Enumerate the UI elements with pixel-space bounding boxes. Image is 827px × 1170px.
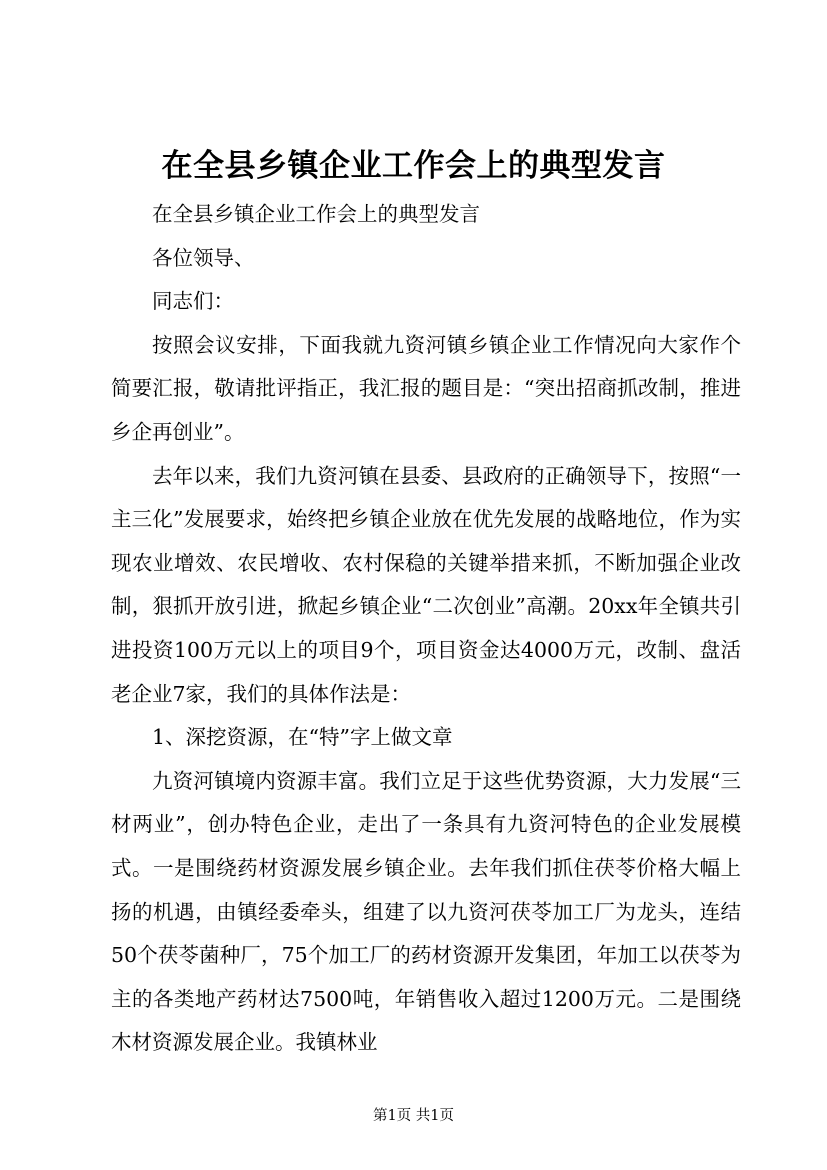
paragraph-overview: 去年以来，我们九资河镇在县委、县政府的正确领导下，按照“一主三化”发展要求，始终把乡镇企业放在优先发展的战略地位，作为实现农业增效、农民增收、农村保稳的关键举措来抓，不断加强企业改制，狠抓开放引进，掀起乡镇企业“二次创业”高潮。20xx年全镇共引进投资100万元以上的项目9个，项目资金达4000万元，改制、盘活老企业7家，我们的具体作法是：	[111, 463, 741, 706]
paragraph-heading-1: 1、深挖资源，在“特”字上做文章	[152, 725, 453, 750]
document-title: 在全县乡镇企业工作会上的典型发言	[161, 148, 666, 184]
paragraph-salutation-2: 同志们：	[152, 289, 234, 314]
paragraph-intro: 按照会议安排，下面我就九资河镇乡镇企业工作情况向大家作个简要汇报，敬请批评指正，我汇报的题目是：“突出招商抓改制，推进乡企再创业”。	[111, 332, 741, 444]
paragraph-subtitle: 在全县乡镇企业工作会上的典型发言	[152, 202, 480, 226]
page-footer: 第1页 共1页	[372, 1108, 455, 1124]
document-body	[111, 193, 741, 1065]
paragraph-resources: 九资河镇境内资源丰富。我们立足于这些优势资源，大力发展“三材两业”，创办特色企业，走出了一条具有九资河特色的企业发展模式。一是围绕药材资源发展乡镇企业。去年我们抓住茯苓价格大幅上扬的机遇，由镇经委牵头，组建了以九资河茯苓加工厂为龙头，连结50个茯苓菌种厂，75个加工厂的药材资源开发集团，年加工以茯苓为主的各类地产药材达7500吨，年销售收入超过1200万元。二是围绕木材资源发展企业。我镇林业	[111, 768, 741, 1055]
paragraph-salutation-1: 各位领导、	[152, 245, 255, 270]
